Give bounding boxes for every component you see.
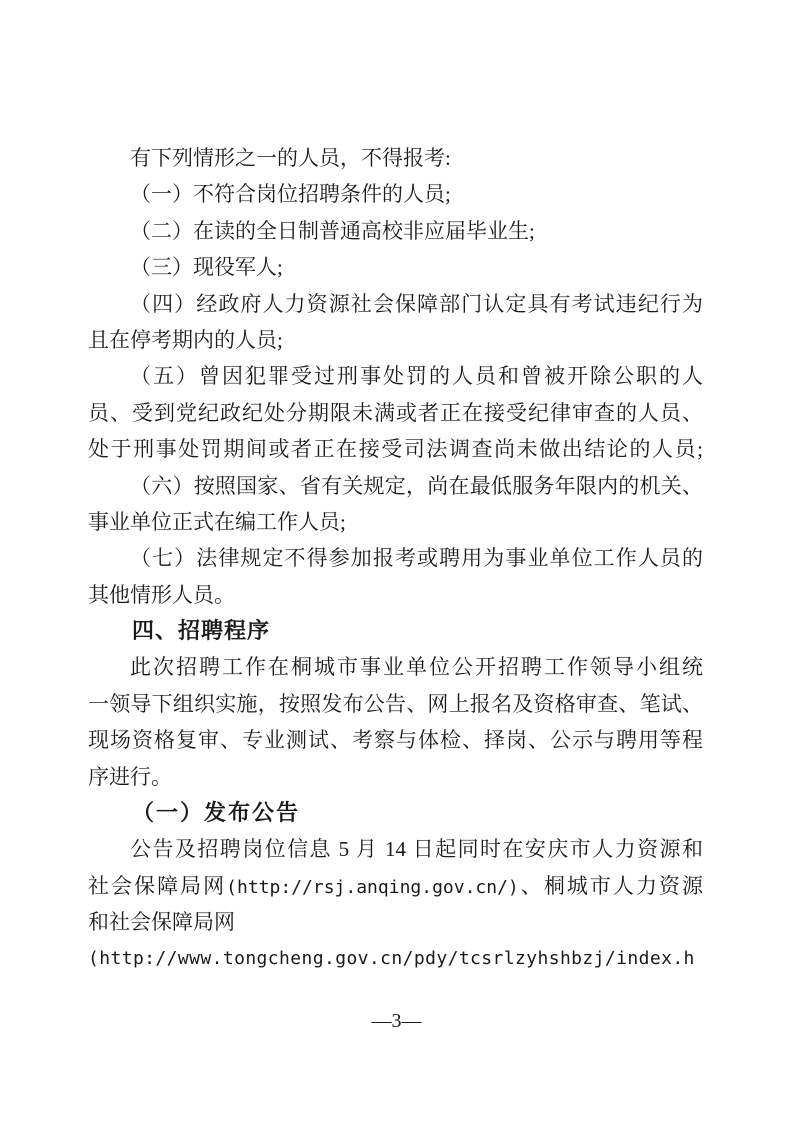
item6-line: （六）按照国家、省有关规定，尚在最低服务年限内的机关、	[130, 473, 703, 498]
procedure-para-line-1: 此次招聘工作在桐城市事业单位公开招聘工作领导小组统	[130, 655, 703, 680]
item4-line: （四）经政府人力资源社会保障部门认定具有考试违纪行为	[130, 291, 703, 316]
item5-cont-line-2: 处于刑事处罚期间或者正在接受司法调查尚未做出结论的人员;	[88, 437, 703, 462]
item4-cont-line: 且在停考期内的人员;	[88, 327, 283, 352]
announce-para-line-3: 和社会保障局网	[88, 910, 235, 935]
document-body	[88, 140, 703, 977]
procedure-para-line-3: 现场资格复审、专业测试、考察与体检、择岗、公示与聘用等程	[88, 728, 703, 753]
item2-line: （二）在读的全日制普通高校非应届毕业生;	[130, 218, 535, 243]
procedure-para-line-2: 一领导下组织实施，按照发布公告、网上报名及资格审查、笔试、	[88, 691, 703, 716]
item1-line: （一）不符合岗位招聘条件的人员;	[130, 182, 451, 207]
item5-line: （五）曾因犯罪受过刑事处罚的人员和曾被开除公职的人	[130, 364, 703, 389]
item5-cont-line-1: 员、受到党纪政纪处分期限未满或者正在接受纪律审查的人员、	[88, 400, 703, 425]
item6-cont-line: 事业单位正式在编工作人员;	[88, 509, 346, 534]
site-name-text-2: 、桐城市人力资源	[518, 873, 703, 898]
subsection1-heading: （一）发布公告	[132, 800, 301, 826]
anqing-url-text: (http://rsj.anqing.gov.cn/)	[226, 876, 519, 898]
announce-para-line-1: 公告及招聘岗位信息 5 月 14 日起同时在安庆市人力资源和	[130, 837, 703, 862]
site-name-text: 社会保障局网	[88, 873, 227, 898]
announce-para-line-2	[88, 868, 703, 904]
item7-cont-line: 其他情形人员。	[88, 582, 235, 607]
tongcheng-url-line: (http://www.tongcheng.gov.cn/pdy/tcsrlzyhshbzj/index.h	[88, 947, 695, 969]
procedure-para-line-4: 序进行。	[88, 764, 172, 789]
item7-line: （七）法律规定不得参加报考或聘用为事业单位工作人员的	[130, 546, 703, 571]
item3-line: （三）现役军人;	[130, 255, 283, 280]
intro-line: 有下列情形之一的人员，不得报考:	[130, 146, 451, 170]
page-number: —3—	[371, 1010, 422, 1032]
section4-heading: 四、招聘程序	[132, 618, 271, 644]
